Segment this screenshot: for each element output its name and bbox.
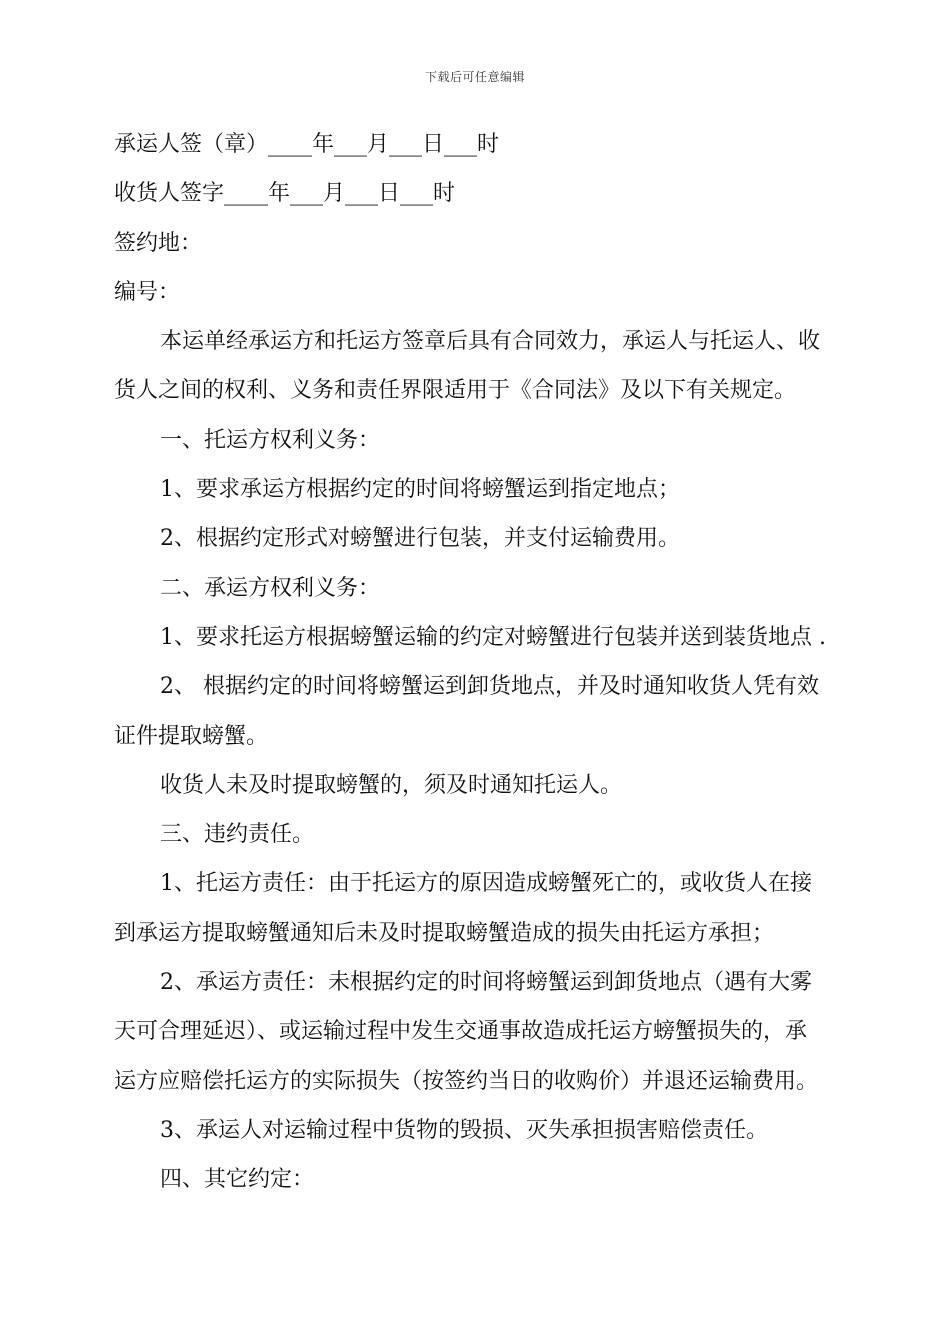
carrier-clause-2-line-1: 2、 根据约定的时间将螃蟹运到卸货地点，并及时通知收货人凭有效 xyxy=(160,674,819,700)
intro-paragraph-line-1: 本运单经承运方和托运方签章后具有合同效力，承运人与托运人、收 xyxy=(160,329,821,355)
intro-paragraph-line-2: 货人之间的权利、义务和责任界限适用于《合同法》及以下有关规定。 xyxy=(114,378,797,404)
liability-clause-2-line-3: 运方应赔偿托运方的实际损失（按签约当日的收购价）并退还运输费用。 xyxy=(114,1068,819,1094)
contract-body xyxy=(114,120,890,1205)
section-heading-liability: 三、违约责任。 xyxy=(160,822,315,848)
section-heading-carrier: 二、承运方权利义务： xyxy=(160,575,381,601)
signing-place-line: 签约地： xyxy=(114,230,203,256)
consignee-signature-line: 收货人签字____年___月___日___时 xyxy=(114,181,456,207)
liability-clause-1-line-1: 1、托运方责任：由于托运方的原因造成螃蟹死亡的，或收货人在接 xyxy=(160,871,812,897)
serial-number-line: 编号： xyxy=(114,279,181,305)
shipper-clause-2: 2、根据约定形式对螃蟹进行包装，并支付运输费用。 xyxy=(160,526,680,552)
section-heading-other: 四、其它约定： xyxy=(160,1167,315,1193)
header-note: 下载后可任意编辑 xyxy=(424,70,525,84)
carrier-clause-2-line-2: 证件提取螃蟹。 xyxy=(114,723,269,749)
section-heading-shipper: 一、托运方权利义务： xyxy=(160,427,381,453)
liability-clause-2-line-2: 天可合理延迟）、或运输过程中发生交通事故造成托运方螃蟹损失的，承 xyxy=(114,1019,808,1045)
liability-clause-3: 3、承运人对运输过程中货物的毁损、灭失承担损害赔偿责任。 xyxy=(160,1117,768,1143)
liability-clause-1-line-2: 到承运方提取螃蟹通知后未及时提取螃蟹造成的损失由托运方承担； xyxy=(114,920,775,946)
carrier-clause-1: 1、要求托运方根据螃蟹运输的约定对螃蟹进行包装并送到装货地点 . xyxy=(160,624,826,650)
shipper-clause-1: 1、要求承运方根据约定的时间将螃蟹运到指定地点； xyxy=(160,477,680,503)
liability-clause-2-line-1: 2、承运方责任：未根据约定的时间将螃蟹运到卸货地点（遇有大雾 xyxy=(160,970,812,996)
consignee-note: 收货人未及时提取螃蟹的，须及时通知托运人。 xyxy=(160,772,623,798)
carrier-signature-line: 承运人签（章）____年___月___日___时 xyxy=(114,132,500,157)
